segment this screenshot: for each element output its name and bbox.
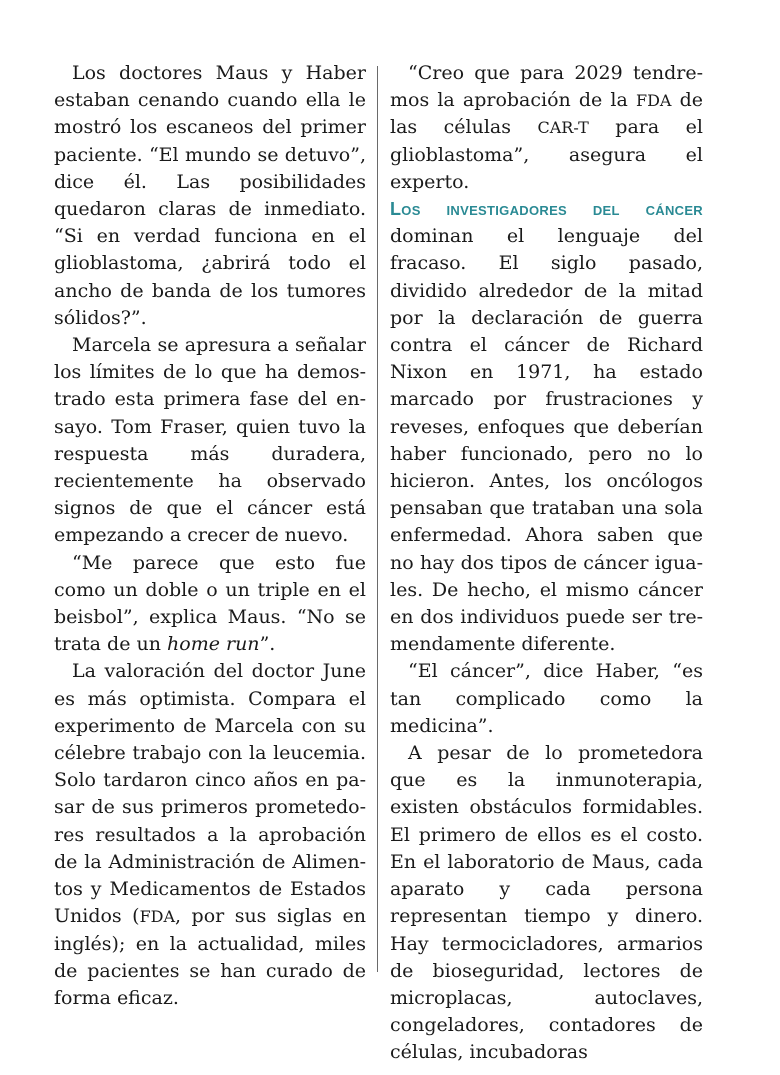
- left-column: [54, 60, 366, 1012]
- paragraph: “El cáncer”, dice Haber, “es tan complicado como la medicina”.: [390, 660, 703, 737]
- paragraph-text: de las células: [390, 89, 704, 139]
- paragraph: Los doctores Maus y Haber estaban cenando cuando ella le mostró los escaneos del primer paciente. “El mundo se detuvo”, dice él. Las posibilidades quedaron claras de inmediato. “Si en verdad funciona en el glioblastoma, ¿abrirá todo el ancho de banda de los tumores sólidos?”.: [54, 62, 366, 329]
- section-paragraph: [390, 196, 703, 658]
- paragraph: Marcela se apresura a señalar los límites de lo que ha demostrado esta primera fase del ensayo. Tom Fraser, quien tuvo la respuesta más duradera, recientemente ha observado signos de que el cáncer está empezando a crecer de nuevo.: [54, 334, 366, 547]
- paragraph: A pesar de lo prometedora que es la inmunoterapia, existen obstáculos formidables. El primero de ellos es el costo. En el laboratorio de Maus, cada aparato y cada persona representan tiempo y dinero. Hay termocicladores, armarios de bioseguridad, lectores de microplacas, autoclaves, congeladores, contadores de células, incubadoras: [390, 742, 703, 1064]
- abbreviation: FDA: [635, 91, 672, 111]
- paragraph: [54, 550, 366, 659]
- column-divider: [377, 66, 378, 972]
- abbreviation: CAR-T: [537, 118, 589, 138]
- paragraph-text: “Creo que para 2029 tendremos la aprobación de la: [390, 62, 703, 112]
- section-heading: Los investigadores del cáncer: [390, 199, 703, 220]
- italic-phrase: home run: [167, 633, 260, 656]
- paragraph-text: La valoración del doctor June es más optimista. Compara el experimento de Marcela con su célebre trabajo con la leucemia. Solo tardaron cinco años en pasar de sus primeros prometedores resultados a la aprobación de la Administración de Alimentos y Medicamentos de Estados Unidos (: [54, 660, 366, 928]
- paragraph: [390, 60, 703, 196]
- paragraph-text: para el glioblastoma”, asegura el experto.: [390, 116, 703, 193]
- paragraph-text: ”.: [259, 633, 276, 656]
- abbreviation: FDA: [139, 907, 176, 927]
- paragraph: [54, 658, 366, 1012]
- paragraph-text: dominan el lenguaje del fracaso. El siglo pasado, dividido alrededor de la mitad por la declaración de guerra contra el cáncer de Richard Nixon en 1971, ha estado marcado por frustraciones y reveses, enfoques que deberían haber funcionado, pero no lo hicieron. Antes, los oncólogos pensaban que trataban una sola enfermedad. Ahora saben que no hay dos tipos de cáncer iguales. De hecho, el mismo cáncer en dos individuos puede ser tremendamente diferente.: [390, 225, 703, 656]
- paragraph-text: , por sus siglas en inglés); en la actualidad, miles de pacientes se han curado de forma eficaz.: [54, 905, 366, 1009]
- right-column: [390, 60, 703, 1067]
- paragraph-text: “Me parece que esto fue como un doble o un triple en el beisbol”, explica Maus. “No se trata de un: [54, 551, 366, 656]
